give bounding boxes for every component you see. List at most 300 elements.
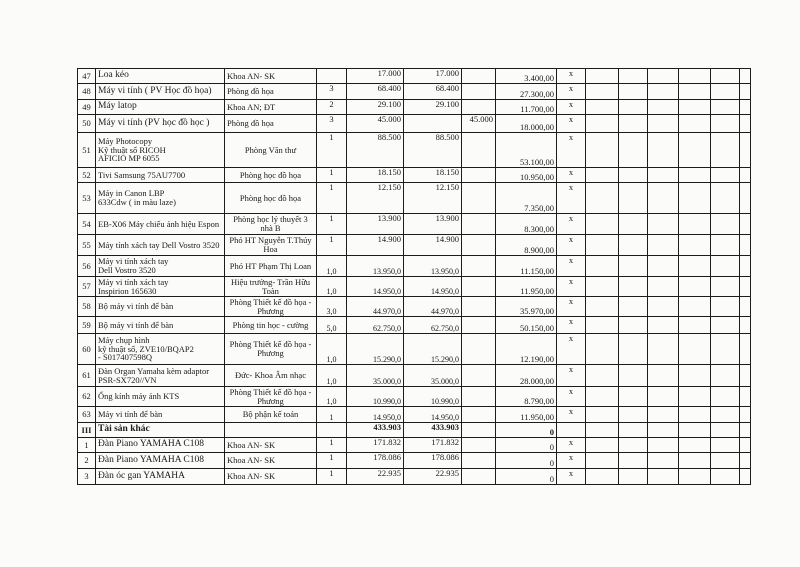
department: Phòng đồ họa xyxy=(225,115,317,133)
asset-name: Máy Photocopy Kỹ thuật số RICOH AFICIO MP 6055 xyxy=(96,133,225,168)
value-col-2: 433.903 xyxy=(404,423,462,438)
value-col-3 xyxy=(462,84,496,100)
mark-x: x xyxy=(557,183,586,214)
remaining-value: 8.900,00 xyxy=(496,235,557,256)
empty-cell xyxy=(679,317,711,334)
empty-cell xyxy=(648,69,679,84)
value-col-3 xyxy=(462,277,496,297)
empty-cell xyxy=(619,69,648,84)
quantity: 1 xyxy=(317,453,347,469)
empty-cell xyxy=(648,317,679,334)
empty-cell xyxy=(648,235,679,256)
empty-cell xyxy=(619,235,648,256)
empty-cell xyxy=(711,100,740,115)
original-value: 12.150 xyxy=(347,183,404,214)
department: Phòng học đồ họa xyxy=(225,183,317,214)
value-col-2: 178.086 xyxy=(404,453,462,469)
department: Phó HT Phạm Thị Loan xyxy=(225,256,317,277)
value-col-3 xyxy=(462,453,496,469)
value-col-2: 14.900 xyxy=(404,235,462,256)
empty-cell xyxy=(586,453,619,469)
original-value: 22.935 xyxy=(347,469,404,485)
quantity: 1,0 xyxy=(317,387,347,407)
empty-cell xyxy=(679,423,711,438)
mark-x: x xyxy=(557,100,586,115)
empty-cell xyxy=(740,387,751,407)
original-value: 178.086 xyxy=(347,453,404,469)
department: Phòng học đồ họa xyxy=(225,168,317,183)
row-number: 61 xyxy=(78,365,96,387)
remaining-value: 53.100,00 xyxy=(496,133,557,168)
row-number: 50 xyxy=(78,115,96,133)
value-col-3 xyxy=(462,334,496,365)
original-value: 35.000,0 xyxy=(347,365,404,387)
empty-cell xyxy=(711,183,740,214)
original-value: 15.290,0 xyxy=(347,334,404,365)
empty-cell xyxy=(740,277,751,297)
value-col-2: 12.150 xyxy=(404,183,462,214)
empty-cell xyxy=(586,469,619,485)
department: Phòng Thiết kế đồ họa - Phương xyxy=(225,334,317,365)
empty-cell xyxy=(711,453,740,469)
value-col-3 xyxy=(462,100,496,115)
empty-cell xyxy=(740,84,751,100)
value-col-3 xyxy=(462,214,496,235)
mark-x: x xyxy=(557,387,586,407)
empty-cell xyxy=(740,235,751,256)
row-number: 52 xyxy=(78,168,96,183)
empty-cell xyxy=(619,84,648,100)
empty-cell xyxy=(740,407,751,423)
empty-cell xyxy=(586,334,619,365)
empty-cell xyxy=(740,317,751,334)
empty-cell xyxy=(740,168,751,183)
remaining-value: 18.000,00 xyxy=(496,115,557,133)
original-value: 14.950,0 xyxy=(347,407,404,423)
original-value: 68.400 xyxy=(347,84,404,100)
empty-cell xyxy=(586,365,619,387)
empty-cell xyxy=(711,407,740,423)
table-row xyxy=(78,453,751,469)
empty-cell xyxy=(586,214,619,235)
quantity: 1,0 xyxy=(317,365,347,387)
table-row xyxy=(78,168,751,183)
row-number: 60 xyxy=(78,334,96,365)
asset-name: Tài sản khác xyxy=(96,423,225,438)
empty-cell xyxy=(679,256,711,277)
value-col-3 xyxy=(462,133,496,168)
empty-cell xyxy=(619,365,648,387)
empty-cell xyxy=(740,115,751,133)
empty-cell xyxy=(679,115,711,133)
empty-cell xyxy=(619,438,648,453)
empty-cell xyxy=(711,84,740,100)
value-col-3 xyxy=(462,438,496,453)
empty-cell xyxy=(711,365,740,387)
department: Phòng đồ họa xyxy=(225,84,317,100)
quantity: 1 xyxy=(317,235,347,256)
empty-cell xyxy=(711,168,740,183)
table-row xyxy=(78,277,751,297)
department: Đức- Khoa Âm nhạc xyxy=(225,365,317,387)
asset-table xyxy=(77,68,751,485)
mark-x: x xyxy=(557,365,586,387)
empty-cell xyxy=(740,297,751,317)
asset-name: Máy vi tính xách tay Inspirion 165630 xyxy=(96,277,225,297)
quantity: 1,0 xyxy=(317,334,347,365)
quantity: 3 xyxy=(317,84,347,100)
asset-name: Máy vi tính (PV học đồ học ) xyxy=(96,115,225,133)
table-row xyxy=(78,235,751,256)
empty-cell xyxy=(711,438,740,453)
empty-cell xyxy=(740,469,751,485)
mark-x: x xyxy=(557,235,586,256)
original-value: 13.900 xyxy=(347,214,404,235)
empty-cell xyxy=(586,115,619,133)
empty-cell xyxy=(586,423,619,438)
quantity: 1 xyxy=(317,214,347,235)
empty-cell xyxy=(679,183,711,214)
empty-cell xyxy=(619,183,648,214)
remaining-value: 0 xyxy=(496,438,557,453)
empty-cell xyxy=(711,69,740,84)
empty-cell xyxy=(586,133,619,168)
quantity: 1 xyxy=(317,168,347,183)
empty-cell xyxy=(586,168,619,183)
empty-cell xyxy=(679,334,711,365)
remaining-value: 11.700,00 xyxy=(496,100,557,115)
remaining-value: 11.950,00 xyxy=(496,407,557,423)
value-col-3 xyxy=(462,469,496,485)
empty-cell xyxy=(711,469,740,485)
quantity: 1,0 xyxy=(317,277,347,297)
remaining-value: 50.150,00 xyxy=(496,317,557,334)
remaining-value: 7.350,00 xyxy=(496,183,557,214)
asset-name: Máy tính xách tay Dell Vostro 3520 xyxy=(96,235,225,256)
mark-x: x xyxy=(557,256,586,277)
empty-cell xyxy=(648,256,679,277)
empty-cell xyxy=(586,438,619,453)
original-value: 13.950,0 xyxy=(347,256,404,277)
asset-name: Tivi Samsung 75AU7700 xyxy=(96,168,225,183)
quantity: 1 xyxy=(317,407,347,423)
row-number: 58 xyxy=(78,297,96,317)
empty-cell xyxy=(586,183,619,214)
empty-cell xyxy=(648,297,679,317)
department: Phòng Văn thư xyxy=(225,133,317,168)
row-number: 57 xyxy=(78,277,96,297)
empty-cell xyxy=(711,235,740,256)
original-value: 171.832 xyxy=(347,438,404,453)
value-col-2: 44.970,0 xyxy=(404,297,462,317)
table-row xyxy=(78,317,751,334)
asset-name: Máy in Canon LBP 633Cdw ( in màu laze) xyxy=(96,183,225,214)
empty-cell xyxy=(679,438,711,453)
table-row xyxy=(78,297,751,317)
empty-cell xyxy=(648,277,679,297)
table-row xyxy=(78,469,751,485)
empty-cell xyxy=(648,183,679,214)
empty-cell xyxy=(619,133,648,168)
empty-cell xyxy=(711,256,740,277)
mark-x: x xyxy=(557,168,586,183)
row-number: 48 xyxy=(78,84,96,100)
value-col-2: 171.832 xyxy=(404,438,462,453)
table-row xyxy=(78,407,751,423)
empty-cell xyxy=(679,469,711,485)
quantity: 1 xyxy=(317,438,347,453)
original-value: 88.500 xyxy=(347,133,404,168)
value-col-2 xyxy=(404,115,462,133)
empty-cell xyxy=(648,365,679,387)
department: Phòng Thiết kế đồ họa - Phương xyxy=(225,387,317,407)
row-number: 2 xyxy=(78,453,96,469)
empty-cell xyxy=(740,453,751,469)
empty-cell xyxy=(648,407,679,423)
row-number: 55 xyxy=(78,235,96,256)
row-number: 1 xyxy=(78,438,96,453)
mark-x: x xyxy=(557,133,586,168)
row-number: 47 xyxy=(78,69,96,84)
quantity: 3 xyxy=(317,115,347,133)
value-col-3 xyxy=(462,256,496,277)
original-value: 10.990,0 xyxy=(347,387,404,407)
asset-name: Máy vi tính để bàn xyxy=(96,407,225,423)
empty-cell xyxy=(648,438,679,453)
value-col-3 xyxy=(462,69,496,84)
empty-cell xyxy=(740,256,751,277)
department xyxy=(225,423,317,438)
remaining-value: 35.970,00 xyxy=(496,297,557,317)
remaining-value: 28.000,00 xyxy=(496,365,557,387)
row-number: 56 xyxy=(78,256,96,277)
value-col-3 xyxy=(462,297,496,317)
empty-cell xyxy=(679,387,711,407)
asset-name: Bộ máy vi tính để bàn xyxy=(96,297,225,317)
quantity xyxy=(317,69,347,84)
value-col-2: 35.000,0 xyxy=(404,365,462,387)
table-row xyxy=(78,387,751,407)
empty-cell xyxy=(648,423,679,438)
value-col-3: 45.000 xyxy=(462,115,496,133)
original-value: 14.950,0 xyxy=(347,277,404,297)
empty-cell xyxy=(619,115,648,133)
empty-cell xyxy=(740,334,751,365)
empty-cell xyxy=(619,423,648,438)
mark-x: x xyxy=(557,438,586,453)
mark-x: x xyxy=(557,334,586,365)
original-value: 29.100 xyxy=(347,100,404,115)
row-number: 59 xyxy=(78,317,96,334)
row-number: 49 xyxy=(78,100,96,115)
value-col-2: 17.000 xyxy=(404,69,462,84)
remaining-value: 10.950,00 xyxy=(496,168,557,183)
table-row xyxy=(78,214,751,235)
value-col-2: 29.100 xyxy=(404,100,462,115)
original-value: 433.903 xyxy=(347,423,404,438)
mark-x: x xyxy=(557,214,586,235)
department: Khoa AN- SK xyxy=(225,69,317,84)
mark-x: x xyxy=(557,115,586,133)
table-row xyxy=(78,84,751,100)
value-col-2: 13.950,0 xyxy=(404,256,462,277)
empty-cell xyxy=(586,100,619,115)
empty-cell xyxy=(648,387,679,407)
mark-x: x xyxy=(557,69,586,84)
value-col-2: 10.990,0 xyxy=(404,387,462,407)
value-col-2: 15.290,0 xyxy=(404,334,462,365)
value-col-3 xyxy=(462,235,496,256)
department: Khoa AN- SK xyxy=(225,453,317,469)
empty-cell xyxy=(586,256,619,277)
department: Hiệu trưởng- Trần Hữu Toàn xyxy=(225,277,317,297)
department: Phó HT Nguyễn T.Thúy Hoa xyxy=(225,235,317,256)
empty-cell xyxy=(648,100,679,115)
table-row xyxy=(78,69,751,84)
row-number: 63 xyxy=(78,407,96,423)
empty-cell xyxy=(711,277,740,297)
row-number: 3 xyxy=(78,469,96,485)
empty-cell xyxy=(679,407,711,423)
asset-table-body xyxy=(78,69,751,485)
empty-cell xyxy=(648,334,679,365)
asset-name: Đàn óc gan YAMAHA xyxy=(96,469,225,485)
quantity: 2 xyxy=(317,100,347,115)
value-col-2: 18.150 xyxy=(404,168,462,183)
empty-cell xyxy=(648,168,679,183)
empty-cell xyxy=(679,277,711,297)
empty-cell xyxy=(679,133,711,168)
table-row xyxy=(78,115,751,133)
empty-cell xyxy=(711,297,740,317)
remaining-value: 0 xyxy=(496,423,557,438)
quantity: 1 xyxy=(317,183,347,214)
empty-cell xyxy=(679,100,711,115)
table-row xyxy=(78,423,751,438)
empty-cell xyxy=(586,317,619,334)
empty-cell xyxy=(619,387,648,407)
empty-cell xyxy=(619,469,648,485)
department: Phòng Thiết kế đồ họa - Phương xyxy=(225,297,317,317)
department: Phòng tin học - cường xyxy=(225,317,317,334)
quantity xyxy=(317,423,347,438)
remaining-value: 11.950,00 xyxy=(496,277,557,297)
empty-cell xyxy=(679,297,711,317)
department: Khoa AN; ĐT xyxy=(225,100,317,115)
empty-cell xyxy=(740,438,751,453)
empty-cell xyxy=(679,214,711,235)
remaining-value: 3.400,00 xyxy=(496,69,557,84)
empty-cell xyxy=(648,214,679,235)
value-col-2: 14.950,0 xyxy=(404,407,462,423)
empty-cell xyxy=(586,69,619,84)
empty-cell xyxy=(740,69,751,84)
empty-cell xyxy=(740,133,751,168)
original-value: 45.000 xyxy=(347,115,404,133)
row-number: 62 xyxy=(78,387,96,407)
original-value: 17.000 xyxy=(347,69,404,84)
empty-cell xyxy=(711,387,740,407)
empty-cell xyxy=(619,100,648,115)
value-col-2: 13.900 xyxy=(404,214,462,235)
empty-cell xyxy=(619,297,648,317)
mark-x: x xyxy=(557,407,586,423)
empty-cell xyxy=(648,133,679,168)
department: Phòng học lý thuyết 3 nhà B xyxy=(225,214,317,235)
table-row xyxy=(78,438,751,453)
value-col-3 xyxy=(462,183,496,214)
original-value: 62.750,0 xyxy=(347,317,404,334)
remaining-value: 12.190,00 xyxy=(496,334,557,365)
empty-cell xyxy=(711,115,740,133)
asset-name: Máy vi tính xách tay Dell Vostro 3520 xyxy=(96,256,225,277)
empty-cell xyxy=(619,334,648,365)
empty-cell xyxy=(711,133,740,168)
row-number: 53 xyxy=(78,183,96,214)
empty-cell xyxy=(648,115,679,133)
mark-x xyxy=(557,423,586,438)
empty-cell xyxy=(679,235,711,256)
value-col-2: 68.400 xyxy=(404,84,462,100)
asset-name: Máy chụp hình kỹ thuật số, ZVE10/BQAP2 - S017407598Q xyxy=(96,334,225,365)
quantity: 5,0 xyxy=(317,317,347,334)
table-row xyxy=(78,100,751,115)
asset-name: Máy latop xyxy=(96,100,225,115)
department: Bộ phận kế toán xyxy=(225,407,317,423)
value-col-3 xyxy=(462,407,496,423)
empty-cell xyxy=(711,317,740,334)
empty-cell xyxy=(648,469,679,485)
row-number: III xyxy=(78,423,96,438)
empty-cell xyxy=(648,453,679,469)
value-col-2: 14.950,0 xyxy=(404,277,462,297)
empty-cell xyxy=(586,407,619,423)
empty-cell xyxy=(711,214,740,235)
mark-x: x xyxy=(557,297,586,317)
asset-name: Loa kéo xyxy=(96,69,225,84)
remaining-value: 8.790,00 xyxy=(496,387,557,407)
empty-cell xyxy=(619,407,648,423)
value-col-3 xyxy=(462,365,496,387)
empty-cell xyxy=(586,235,619,256)
department: Khoa AN- SK xyxy=(225,438,317,453)
original-value: 18.150 xyxy=(347,168,404,183)
empty-cell xyxy=(711,423,740,438)
empty-cell xyxy=(679,365,711,387)
remaining-value: 27.300,00 xyxy=(496,84,557,100)
value-col-3 xyxy=(462,317,496,334)
empty-cell xyxy=(586,84,619,100)
value-col-2: 62.750,0 xyxy=(404,317,462,334)
asset-name: Máy vi tính ( PV Học đồ họa) xyxy=(96,84,225,100)
value-col-2: 88.500 xyxy=(404,133,462,168)
mark-x: x xyxy=(557,277,586,297)
mark-x: x xyxy=(557,317,586,334)
table-row xyxy=(78,334,751,365)
value-col-3 xyxy=(462,387,496,407)
empty-cell xyxy=(711,334,740,365)
row-number: 51 xyxy=(78,133,96,168)
asset-name: Đàn Piano YAMAHA C108 xyxy=(96,438,225,453)
asset-name: Bộ máy vi tính để bàn xyxy=(96,317,225,334)
asset-name: EB-X06 Máy chiếu ảnh hiệu Espon xyxy=(96,214,225,235)
original-value: 14.900 xyxy=(347,235,404,256)
mark-x: x xyxy=(557,469,586,485)
empty-cell xyxy=(586,297,619,317)
empty-cell xyxy=(619,214,648,235)
row-number: 54 xyxy=(78,214,96,235)
quantity: 1 xyxy=(317,469,347,485)
